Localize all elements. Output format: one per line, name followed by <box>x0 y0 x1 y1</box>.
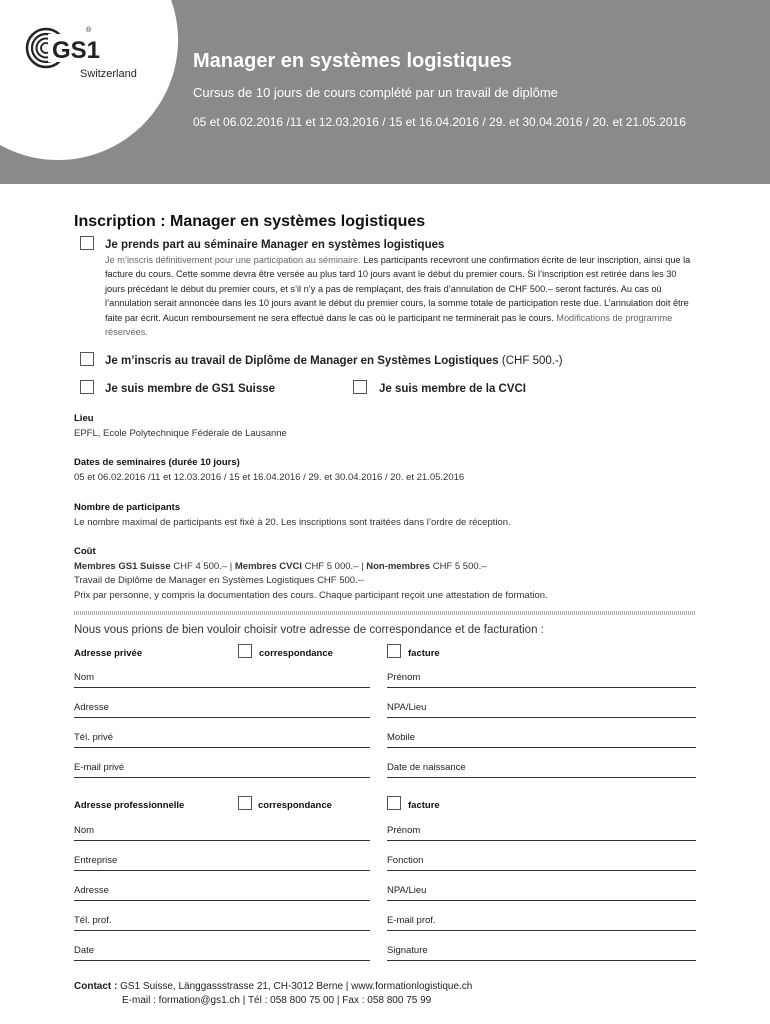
private-field-label: NPA/Lieu <box>387 702 427 713</box>
header-dates: 05 et 06.02.2016 /11 et 12.03.2016 / 15 et 16.04.2016 / 29. et 30.04.2016 / 20. et 21.05.2016 <box>193 115 686 129</box>
nombre-label: Nombre de participants <box>74 502 181 513</box>
cout-diploma: Travail de Diplôme de Manager en Systèmes Logistiques CHF 500.-- <box>74 575 365 586</box>
cout-members-cvci-value: CHF 5 000.– | <box>304 561 364 572</box>
gs1-member-label: Je suis membre de GS1 Suisse <box>105 383 276 395</box>
private-field-input[interactable] <box>387 717 696 718</box>
pro-field-input[interactable] <box>387 960 696 961</box>
conditions-lead: Je m’inscris définitivement pour une participation au séminaire. <box>105 255 361 265</box>
cout-prices <box>74 561 487 572</box>
private-field-label: Tél. privé <box>74 732 114 743</box>
pro-field-label: Signature <box>387 945 428 956</box>
pro-field-input[interactable] <box>74 840 370 841</box>
pro-field-input[interactable] <box>74 870 370 871</box>
cout-members-gs1-label: Membres GS1 Suisse <box>74 561 171 572</box>
pro-field-label: Prénom <box>387 825 421 836</box>
pro-address-title: Adresse professionnelle <box>74 800 185 811</box>
private-facture-checkbox[interactable] <box>387 644 401 658</box>
pro-field-label: Fonction <box>387 855 424 866</box>
pro-field-label: NPA/Lieu <box>387 885 427 896</box>
private-field-label: Mobile <box>387 732 415 743</box>
contact-label: Contact : <box>74 981 118 992</box>
private-field-input[interactable] <box>387 687 696 688</box>
cvci-member-checkbox[interactable] <box>353 380 367 394</box>
page-title: Manager en systèmes logistiques <box>193 50 513 72</box>
private-field-input[interactable] <box>74 747 370 748</box>
pro-correspondance-checkbox[interactable] <box>238 796 252 810</box>
pro-field-input[interactable] <box>74 900 370 901</box>
private-address-title: Adresse privée <box>74 648 143 659</box>
pro-facture-checkbox[interactable] <box>387 796 401 810</box>
private-field-label: Adresse <box>74 702 109 713</box>
pro-field-input[interactable] <box>387 870 696 871</box>
cout-label: Coût <box>74 546 96 557</box>
gs1-member-checkbox[interactable] <box>80 380 94 394</box>
private-field-label: Prénom <box>387 672 421 683</box>
dates-label: Dates de seminaires (durée 10 jours) <box>74 457 240 468</box>
diploma-checkbox[interactable] <box>80 352 94 366</box>
dotted-separator <box>74 611 696 615</box>
contact-address: GS1 Suisse, Länggassstrasse 21, CH-3012 Berne | www.formationlogistique.ch <box>120 981 473 992</box>
dates-value: 05 et 06.02.2016 /11 et 12.03.2016 / 15 et 16.04.2016 / 29. et 30.04.2016 / 20. et 21.05.2016 <box>74 472 465 483</box>
cout-note: Prix par personne, y compris la documentation des cours. Chaque participant reçoit une attestation de formation. <box>74 590 548 601</box>
pro-field-input[interactable] <box>387 930 696 931</box>
private-field-label: Nom <box>74 672 95 683</box>
svg-text:®: ® <box>86 27 92 34</box>
pro-field-label: Nom <box>74 825 95 836</box>
inscription-title: Inscription : Manager en systèmes logistiques <box>74 213 426 230</box>
private-facture-label: facture <box>408 648 440 659</box>
diploma-option-price: (CHF 500.-) <box>501 355 563 367</box>
private-field-input[interactable] <box>74 687 370 688</box>
svg-text:GS1: GS1 <box>52 37 101 64</box>
lieu-label: Lieu <box>74 413 94 424</box>
private-correspondance-label: correspondance <box>259 648 333 659</box>
private-field-input[interactable] <box>74 777 370 778</box>
nombre-value: Le nombre maximal de participants est fixé à 20. Les inscriptions sont traitées dans l’ordre de réception. <box>74 517 511 528</box>
cvci-member-label: Je suis membre de la CVCI <box>379 383 527 395</box>
pro-field-label: E-mail prof. <box>387 915 436 926</box>
private-correspondance-checkbox[interactable] <box>238 644 252 658</box>
pro-field-label: Entreprise <box>74 855 118 866</box>
pro-field-input[interactable] <box>387 840 696 841</box>
conditions-body: Les participants recevront une confirmation écrite de leur inscription, ainsi que la facture du cours. Cette somme devra être versée au plus tard 10 jours avant le début du premier cours. Si l’inscription est retirée dans les 30 jours précédant le début du premier cours, et s’il n’y a pas de remplaçant, des frais d’annulation de CHF 500.– seront facturés. Au cas où l’annulation serait annoncée dans les 10 jours avant le début du premier cours, la somme totale de participation reste due. L’annulation doit être faite par écrit. Aucun remboursement ne sera effectué dans le cas où le participant ne terminerait pas le cours. <box>105 255 691 323</box>
pro-field-input[interactable] <box>74 960 370 961</box>
pro-field-label: Tél. prof. <box>74 915 112 926</box>
lieu-value: EPFL, Ecole Polytechnique Fédérale de Lausanne <box>74 428 287 439</box>
private-field-input[interactable] <box>387 747 696 748</box>
seminar-option-label: Je prends part au séminaire Manager en systèmes logistiques <box>105 239 445 251</box>
logo-country: Switzerland <box>80 68 137 80</box>
cout-members-gs1-value: CHF 4 500.– | <box>173 561 233 572</box>
pro-field-input[interactable] <box>74 930 370 931</box>
contact-line-2: E-mail : formation@gs1.ch | Tél : 058 800 75 00 | Fax : 058 800 75 99 <box>122 995 432 1006</box>
page-subtitle: Cursus de 10 jours de cours complété par un travail de diplôme <box>193 85 558 100</box>
pro-field-input[interactable] <box>387 900 696 901</box>
diploma-option-text: Je m’inscris au travail de Diplôme de Manager en Systèmes Logistiques <box>105 355 499 367</box>
private-field-input[interactable] <box>74 717 370 718</box>
cout-non-members-label: Non-membres <box>366 561 431 572</box>
pro-field-label: Adresse <box>74 885 109 896</box>
diploma-option-label <box>105 355 563 367</box>
pro-correspondance-label: correspondance <box>258 800 332 811</box>
private-field-input[interactable] <box>387 777 696 778</box>
cout-non-members-value: CHF 5 500.– <box>432 561 487 572</box>
seminar-conditions <box>105 253 695 339</box>
pro-facture-label: facture <box>408 800 440 811</box>
address-intro: Nous vous prions de bien vouloir choisir votre adresse de correspondance et de facturation : <box>74 624 544 636</box>
contact-line-1 <box>74 981 472 992</box>
private-field-label: Date de naissance <box>387 762 466 773</box>
conditions-tail: Modifications de programme réservées. <box>105 312 673 338</box>
cout-members-cvci-label: Membres CVCI <box>234 561 302 572</box>
pro-field-label: Date <box>74 945 95 956</box>
private-field-label: E-mail privé <box>74 762 125 773</box>
seminar-checkbox[interactable] <box>80 236 94 250</box>
